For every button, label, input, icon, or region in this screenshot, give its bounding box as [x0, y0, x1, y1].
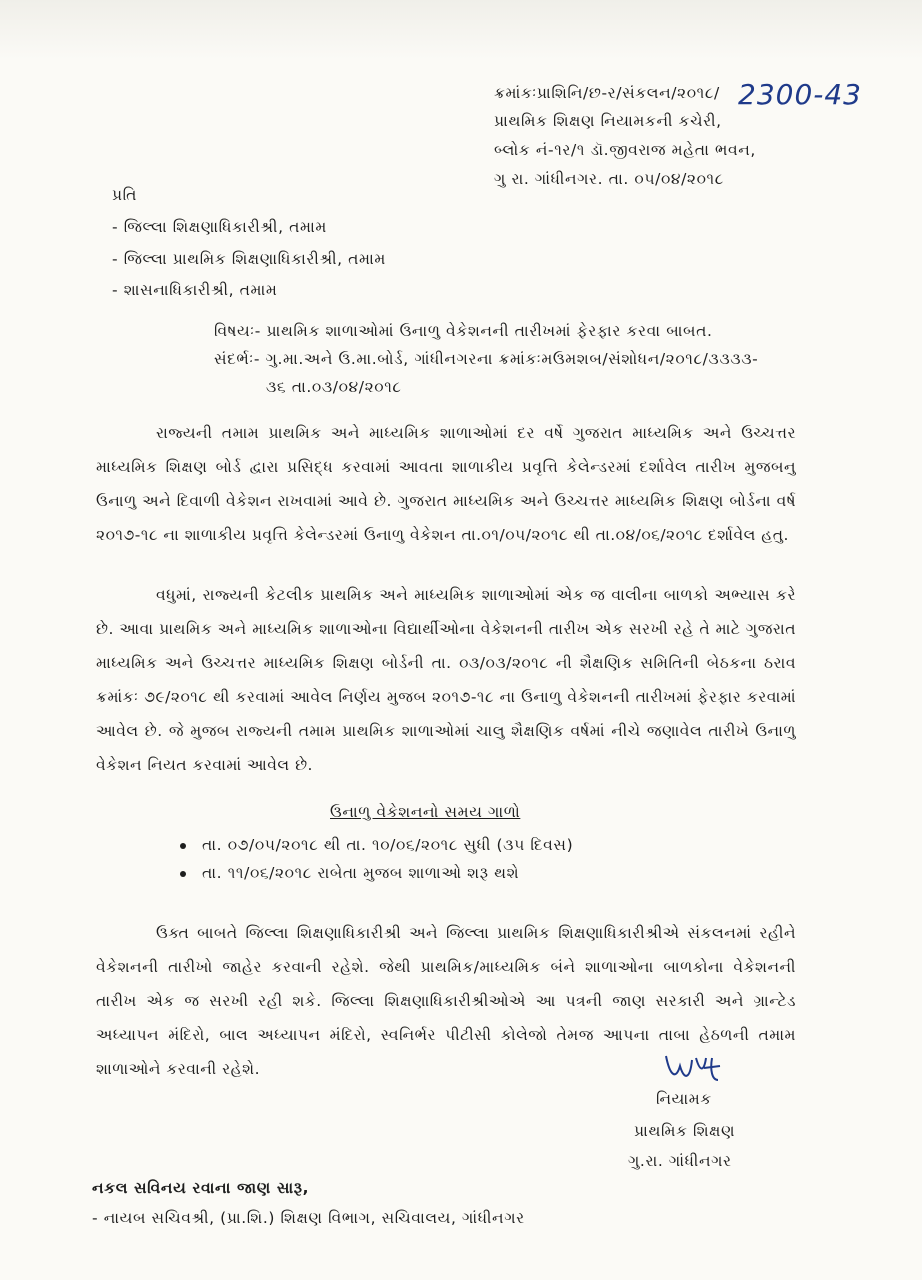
copy-recipient: - નાયબ સચિવશ્રી, (પ્રા.શિ.) શિક્ષણ વિભાગ, સચિવાલય, ગાંધીનગર: [92, 1209, 525, 1227]
signatory-designation: નિયામક: [656, 1090, 712, 1108]
copy-heading: નકલ સવિનય રવાના જાણ સારૂ,: [92, 1179, 310, 1197]
to-label: પ્રતિ: [112, 186, 138, 204]
paragraph-text: વધુમાં, રાજ્યની કેટલીક પ્રાથમિક અને માધ્યમિક શાળાઓમાં એક જ વાલીના બાળકો અભ્યાસ કરે છે. આવા પ્રાથમિક અને માધ્યમિક શાળાઓના વિદ્યાર્થીઓના વેકેશનની તારીખ એક સરખી રહે તે માટે ગુજરાત માધ્યમિક અને ઉચ્ચત્તર માધ્યમિક શિક્ષણ બોર્ડની તા. ૦૩/૦૩/૨૦૧૮ ની શૈક્ષણિક સમિતિની બેઠકના ઠરાવ ક્રમાંકઃ ૭૯/૨૦૧૮ થી કરવામાં આવેલ નિર્ણય મુજબ ૨૦૧૭-૧૮ ના ઉનાળુ વેકેશનની તારીખમાં ફેરફાર કરવામાં આવેલ છે. જે મુજબ રાજ્યની તમામ પ્રાથમિક શાળાઓમાં ચાલુ શૈક્ષણિક વર્ષમાં નીચે જણાવેલ તારીખે ઉનાળુ વેકેશન નિયત કરવામાં આવેલ છે.: [96, 586, 796, 774]
subject-line: વિષયઃ- પ્રાથમિક શાળાઓમાં ઉનાળુ વેકેશનની તારીખમાં ફેરફાર કરવા બાબત.: [214, 322, 713, 340]
vacation-title: ઉનાળુ વેકેશનનો સમય ગાળો: [330, 803, 521, 821]
recipient-item: - જિલ્લા શિક્ષણાધિકારીશ્રી, તમામ: [112, 218, 327, 236]
signatory-place: ગુ.રા. ગાંધીનગર: [628, 1152, 732, 1170]
recipient-item: - શાસનાધિકારીશ્રી, તમામ: [112, 281, 278, 299]
recipient-item: - જિલ્લા પ્રાથમિક શિક્ષણાધિકારીશ્રી, તમામ: [112, 250, 386, 268]
scan-header-shade: [0, 0, 922, 60]
signature-icon: [660, 1046, 730, 1090]
reference-line-continued: ૩૬ તા.૦૩/૦૪/૨૦૧૮: [266, 378, 402, 396]
reference-line: સંદર્ભઃ- ગુ.મા.અને ઉ.મા.બોર્ડ, ગાંધીનગરના ક્રમાંકઃમઉમશબ/સંશોધન/૨૦૧૮/૩૩૩૩-: [214, 350, 759, 368]
office-name: પ્રાથમિક શિક્ષણ નિયામકની કચેરી,: [494, 112, 722, 130]
office-city-date: ગુ રા. ગાંધીનગર. તા. ૦૫/૦૪/૨૦૧૮: [494, 170, 724, 188]
bullet-text: તા. ૦૭/૦૫/૨૦૧૮ થી તા. ૧૦/૦૬/૨૦૧૮ સુધી (૩૫ દિવસ): [202, 836, 574, 854]
vacation-bullet: [180, 864, 519, 883]
signatory-department: પ્રાથમિક શિક્ષણ: [634, 1122, 736, 1140]
bullet-icon: [180, 871, 186, 877]
office-address: બ્લોક નં-૧ર/૧ ડૉ.જીવરાજ મહેતા ભવન,: [494, 141, 756, 159]
vacation-bullet: [180, 836, 573, 855]
handwritten-number: 2300-43: [738, 78, 862, 111]
body-paragraph-1: [96, 416, 796, 552]
bullet-text: તા. ૧૧/૦૬/૨૦૧૮ રાબેતા મુજબ શાળાઓ શરૂ થશે: [202, 864, 520, 882]
body-paragraph-2: [96, 578, 796, 782]
bullet-icon: [180, 843, 186, 849]
paragraph-text: ઉક્ત બાબતે જિલ્લા શિક્ષણાધિકારીશ્રી અને જિલ્લા પ્રાથમિક શિક્ષણાધિકારીશ્રીએ સંકલનમાં રહીને વેકેશનની તારીખો જાહેર કરવાની રહેશે. જેથી પ્રાથમિક/માધ્યમિક બંને શાળાઓના બાળકોના વેકેશનની તારીખ એક જ સરખી રહી શકે. જિલ્લા શિક્ષણાધિકારીશ્રીઓએ આ પત્રની જાણ સરકારી અને ગ્રાન્ટેડ અધ્યાપન મંદિરો, બાલ અધ્યાપન મંદિરો, સ્વનિર્ભર પીટીસી કોલેજો તેમજ આપના તાબા હેઠળની તમામ શાળાઓને કરવાની રહેશે.: [96, 924, 796, 1078]
paragraph-text: રાજ્યની તમામ પ્રાથમિક અને માધ્યમિક શાળાઓમાં દર વર્ષે ગુજરાત માધ્યમિક અને ઉચ્ચત્તર માધ્યમિક શિક્ષણ બોર્ડ દ્વારા પ્રસિદ્ધ કરવામાં આવતા શાળાકીય પ્રવૃત્તિ કેલેન્ડરમાં દર્શાવેલ તારીખ મુજબનુ ઉનાળુ અને દિવાળી વેકેશન રાખવામાં આવે છે. ગુજરાત માધ્યમિક અને ઉચ્ચત્તર માધ્યમિક શિક્ષણ બોર્ડના વર્ષ ૨૦૧૭-૧૮ ના શાળાકીય પ્રવૃત્તિ કેલેન્ડરમાં ઉનાળુ વેકેશન તા.૦૧/૦૫/૨૦૧૮ થી તા.૦૪/૦૬/૨૦૧૮ દર્શાવેલ હતુ.: [96, 424, 796, 544]
reference-number: ક્રમાંકઃપ્રાશિનિ/છ-ર/સંકલન/૨૦૧૮/: [494, 84, 720, 102]
